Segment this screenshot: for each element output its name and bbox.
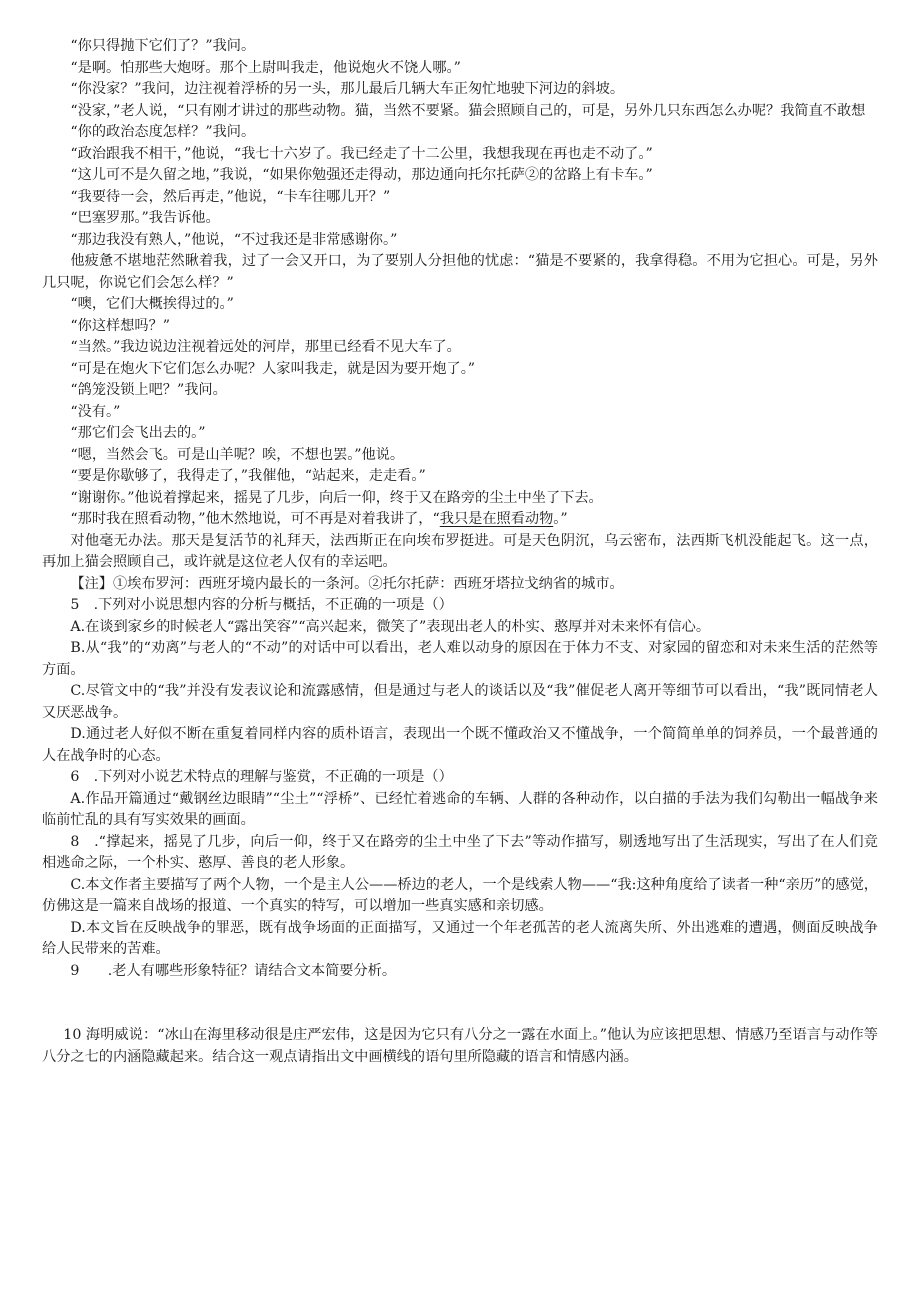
underline-line-before: “那时我在照看动物，”他木然地说，可不再是对着我讲了，“	[70, 511, 440, 527]
option-d: D.本文旨在反映战争的罪恶，既有战争场面的正面描写，又通过一个年老孤苦的老人流离失所、外出逃难的遭遇，侧面反映战争给人民带来的苦难。	[42, 919, 878, 957]
question-6	[42, 767, 878, 961]
underline-line-after: 。”	[553, 511, 568, 527]
question-stem: 5 .下列对小说思想内容的分析与概括，不正确的一项是（）	[70, 597, 453, 613]
dialogue-line: “我要待一会，然后再走，”他说，“卡车往哪儿开？”	[70, 188, 391, 205]
option-a: A.作品开篇通过“戴钢丝边眼睛”“尘土”“浮桥”、已经忙着逃命的车辆、人群的各种动作，以白描的手法为我们勾勒出一幅战争来临前忙乱的具有写实效果的画面。	[42, 790, 878, 828]
closing-paragraph: 对他毫无办法。那天是复活节的礼拜天，法西斯正在向埃布罗挺进。可是天色阴沉，乌云密布，法西斯飞机没能起飞。这一点，再加上猫会照顾自己，或许就是这位老人仅有的幸运吧。	[42, 532, 878, 570]
question-9: 9 .老人有哪些形象特征？请结合文本简要分析。	[70, 962, 397, 979]
dialogue-line: “没有。”	[70, 403, 121, 420]
dialogue-line: “噢，它们大概挨得过的。”	[70, 296, 234, 312]
answer-space	[42, 982, 878, 1025]
dialogue-line: “谢谢你。”他说着撑起来，摇晃了几步，向后一仰，终于又在路旁的尘土中坐了下去。	[70, 489, 603, 506]
question-5	[42, 595, 878, 767]
dialogue-line: “可是在炮火下它们怎么办呢？人家叫我走，就是因为要开炮了。”	[70, 360, 476, 377]
dialogue-line: “没家，”老人说，“只有刚才讲过的那些动物。猫，当然不要紧。猫会照顾自己的，可是，另外几只东西怎么办呢？我简直不敢想	[70, 102, 866, 119]
option-b: B.从“我”的“劝离”与老人的“不动”的对话中可以看出，老人难以动身的原因在于体力不支、对家园的留恋和对未来生活的茫然等方面。	[42, 640, 878, 678]
dialogue-line: “那边我没有熟人，”他说，“不过我还是非常感谢你。”	[70, 231, 398, 248]
narration-paragraph: 他疲惫不堪地茫然瞅着我，过了一会又开口，为了要别人分担他的忧虑：“猫是不要紧的，我拿得稳。不用为它担心。可是，另外几只呢，你说它们会怎么样？”	[42, 253, 878, 291]
option-c: C.本文作者主要描写了两个人物，一个是主人公——桥边的老人，一个是线索人物——“我:这种角度给了读者一种“亲历”的感觉，仿佛这是一篇来自战场的报道、一个真实的特写，可以增加一些真实感和亲切感。	[42, 876, 878, 914]
dialogue-line: “政治跟我不相干，”他说，“我七十六岁了。我已经走了十二公里，我想我现在再也走不动了。”	[70, 145, 653, 162]
dialogue-line: “这儿可不是久留之地，”我说，“如果你勉强还走得动，那边通向托尔托萨②的岔路上有卡车。”	[70, 167, 653, 183]
dialogue-line: “嗯，当然会飞。可是山羊呢？唉，不想也罢。”他说。	[70, 446, 405, 463]
dialogue-line: “你没家？”我问，边注视着浮桥的另一头，那儿最后几辆大车正匆忙地驶下河边的斜坡。	[70, 81, 625, 97]
dialogue-line: “你这样想吗？”	[70, 317, 171, 334]
option-c: C.尽管文中的“我”并没有发表议论和流露感情，但是通过与老人的谈话以及“我”催促老人离开等细节可以看出，“我”既同情老人又厌恶战争。	[42, 683, 878, 721]
underlined-dialogue-line	[42, 509, 878, 531]
dialogue-section	[42, 36, 878, 595]
option-b: 8 .“撑起来，摇晃了几步，向后一仰，终于又在路旁的尘土中坐了下去”等动作描写，剔透地写出了生活现实，写出了在人们竞相逃命之际，一个朴实、憨厚、善良的老人形象。	[42, 833, 878, 871]
dialogue-line: “你的政治态度怎样？”我问。	[70, 124, 256, 140]
dialogue-line: “鸽笼没锁上吧？”我问。	[70, 382, 227, 398]
document-page	[42, 36, 878, 1068]
dialogue-line: “当然。”我边说边注视着远处的河岸，那里已经看不见大车了。	[70, 339, 461, 355]
dialogue-line: “要是你歇够了，我得走了，”我催他，“站起来，走走看。”	[70, 468, 426, 484]
dialogue-line: “那它们会飞出去的。”	[70, 425, 206, 441]
dialogue-line: “巴塞罗那。”我告诉他。	[70, 210, 220, 226]
question-10: 10 海明威说：“冰山在海里移动很是庄严宏伟，这是因为它只有八分之一露在水面上。”他认为应该把思想、情感乃至语言与动作等八分之七的内涵隐藏起来。结合这一观点请指出文中画横线的语句里所隐藏的语言和情感内涵。	[42, 1027, 878, 1065]
option-d: D.通过老人好似不断在重复着同样内容的质朴语言，表现出一个既不懂政治又不懂战争，一个简简单单的饲养员，一个最普通的人在战争时的心态。	[42, 726, 878, 764]
question-stem: 6 .下列对小说艺术特点的理解与鉴赏，不正确的一项是（）	[70, 769, 453, 785]
underlined-sentence: 我只是在照看动物	[439, 511, 554, 527]
dialogue-line: “是啊。怕那些大炮呀。那个上尉叫我走，他说炮火不饶人哪。”	[70, 59, 461, 76]
option-a: A.在谈到家乡的时候老人“露出笑容”“高兴起来，微笑了”表现出老人的朴实、憨厚并对未来怀有信心。	[70, 618, 711, 635]
footnote: 【注】①埃布罗河：西班牙境内最长的一条河。②托尔托萨：西班牙塔拉戈纳省的城市。	[70, 575, 624, 592]
dialogue-line: “你只得抛下它们了？”我问。	[70, 38, 256, 54]
